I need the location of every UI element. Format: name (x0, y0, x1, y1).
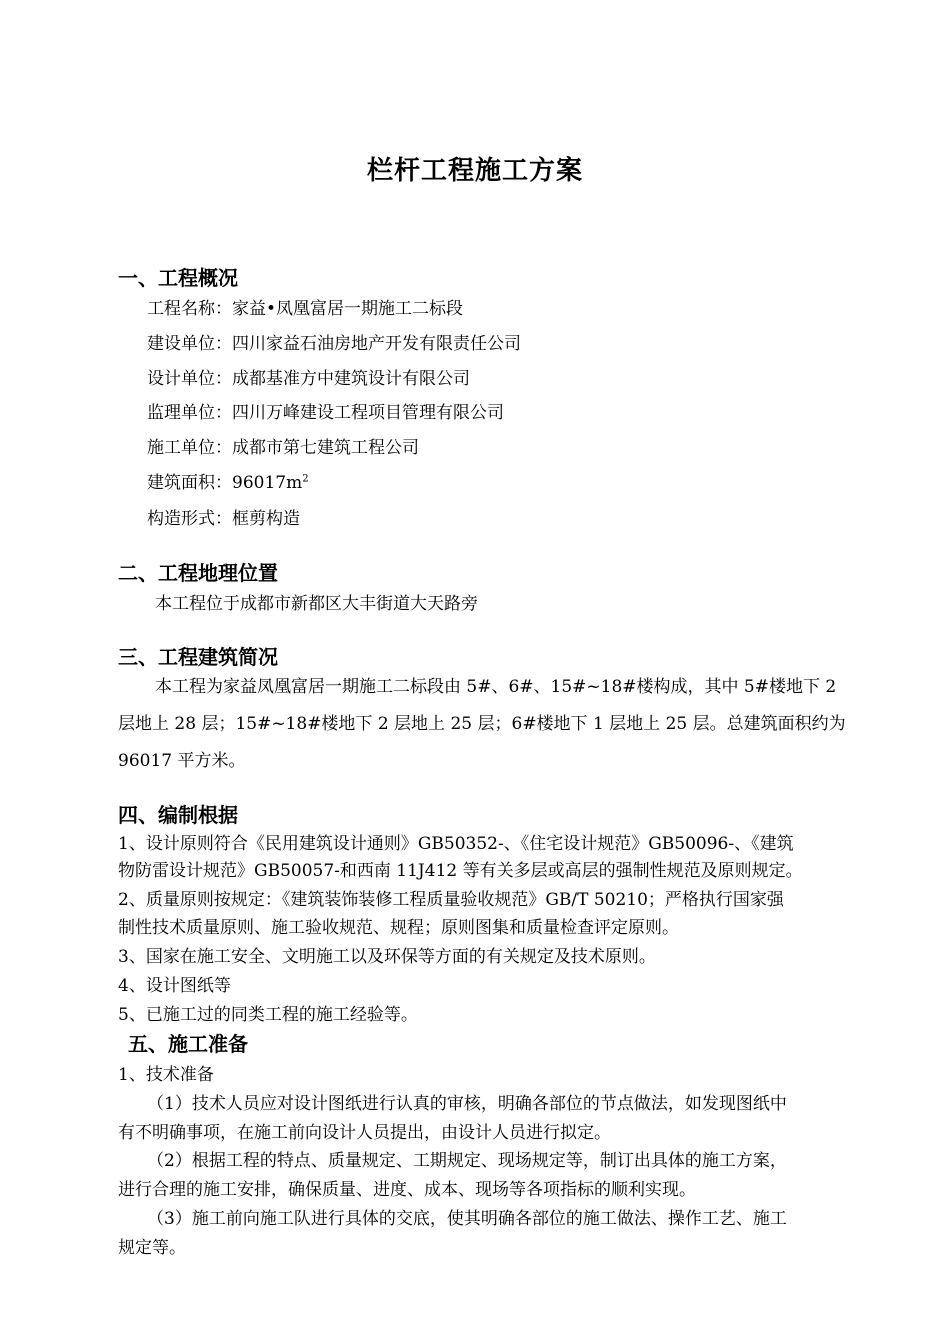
construction-unit: 建设单位：四川家益石油房地产开发有限责任公司 (147, 334, 521, 354)
builder-unit: 施工单位：成都市第七建筑工程公司 (147, 438, 419, 458)
section-heading-basis: 四、编制根据 (118, 803, 238, 827)
design-unit: 设计单位：成都基准方中建筑设计有限公司 (147, 369, 470, 389)
basis-line: 物防雷设计规范》GB50057-和西南 11J412 等有关多层或高层的强制性规范及原则规定。 (118, 861, 803, 881)
section-heading-preparation: 五、施工准备 (128, 1032, 248, 1056)
section-heading-location: 二、工程地理位置 (118, 561, 278, 585)
preparation-line: 规定等。 (118, 1238, 186, 1258)
supervision-unit: 监理单位：四川万峰建设工程项目管理有限公司 (147, 403, 504, 423)
document-title: 栏杆工程施工方案 (366, 156, 583, 186)
basis-line: 5、已施工过的同类工程的施工经验等。 (118, 1005, 418, 1025)
basis-line: 3、国家在施工安全、文明施工以及环保等方面的有关规定及技术原则。 (118, 947, 656, 967)
preparation-line: 进行合理的施工安排，确保质量、进度、成本、现场等各项指标的顺利实现。 (118, 1180, 696, 1200)
project-name: 工程名称：家益•凤凰富居一期施工二标段 (147, 299, 464, 319)
location-text: 本工程位于成都市新都区大丰街道大天路旁 (155, 594, 478, 614)
basis-line: 2、质量原则按规定：《建筑装饰装修工程质量验收规范》GB/T 50210；严格执行国家强 (118, 890, 784, 910)
basis-line: 制性技术质量原则、施工验收规范、规程；原则图集和质量检查评定原则。 (118, 918, 679, 938)
preparation-line: （1）技术人员应对设计图纸进行认真的审核，明确各部位的节点做法，如发现图纸中 (147, 1094, 787, 1114)
basis-line: 4、设计图纸等 (118, 976, 231, 996)
building-paragraph-line: 层地上 28 层；15#~18#楼地下 2 层地上 25 层；6#楼地下 1 层地上 25 层。总建筑面积约为 (118, 714, 846, 734)
preparation-line: 有不明确事项，在施工前向设计人员提出，由设计人员进行拟定。 (118, 1123, 611, 1143)
building-paragraph-line: 96017 平方米。 (118, 751, 246, 771)
section-heading-building: 三、工程建筑简况 (118, 645, 278, 669)
area-unit-superscript: 2 (302, 473, 309, 485)
building-paragraph-line: 本工程为家益凤凰富居一期施工二标段由 5#、6#、15#~18#楼构成，其中 5#楼地下 2 (155, 677, 837, 697)
basis-line: 1、设计原则符合《民用建筑设计通则》GB50352-、《住宅设计规范》GB50096-、《建筑 (118, 834, 794, 854)
building-area-text: 建筑面积：96017m (147, 473, 303, 493)
structure-form: 构造形式：框剪构造 (147, 509, 300, 529)
preparation-line: （2）根据工程的特点、质量规定、工期规定、现场规定等，制订出具体的施工方案， (147, 1151, 787, 1171)
preparation-line: （3）施工前向施工队进行具体的交底，使其明确各部位的施工做法、操作工艺、施工 (147, 1209, 787, 1229)
building-area (147, 468, 309, 493)
tech-preparation-subheading: 1、技术准备 (118, 1065, 214, 1085)
section-heading-overview: 一、工程概况 (118, 266, 238, 290)
